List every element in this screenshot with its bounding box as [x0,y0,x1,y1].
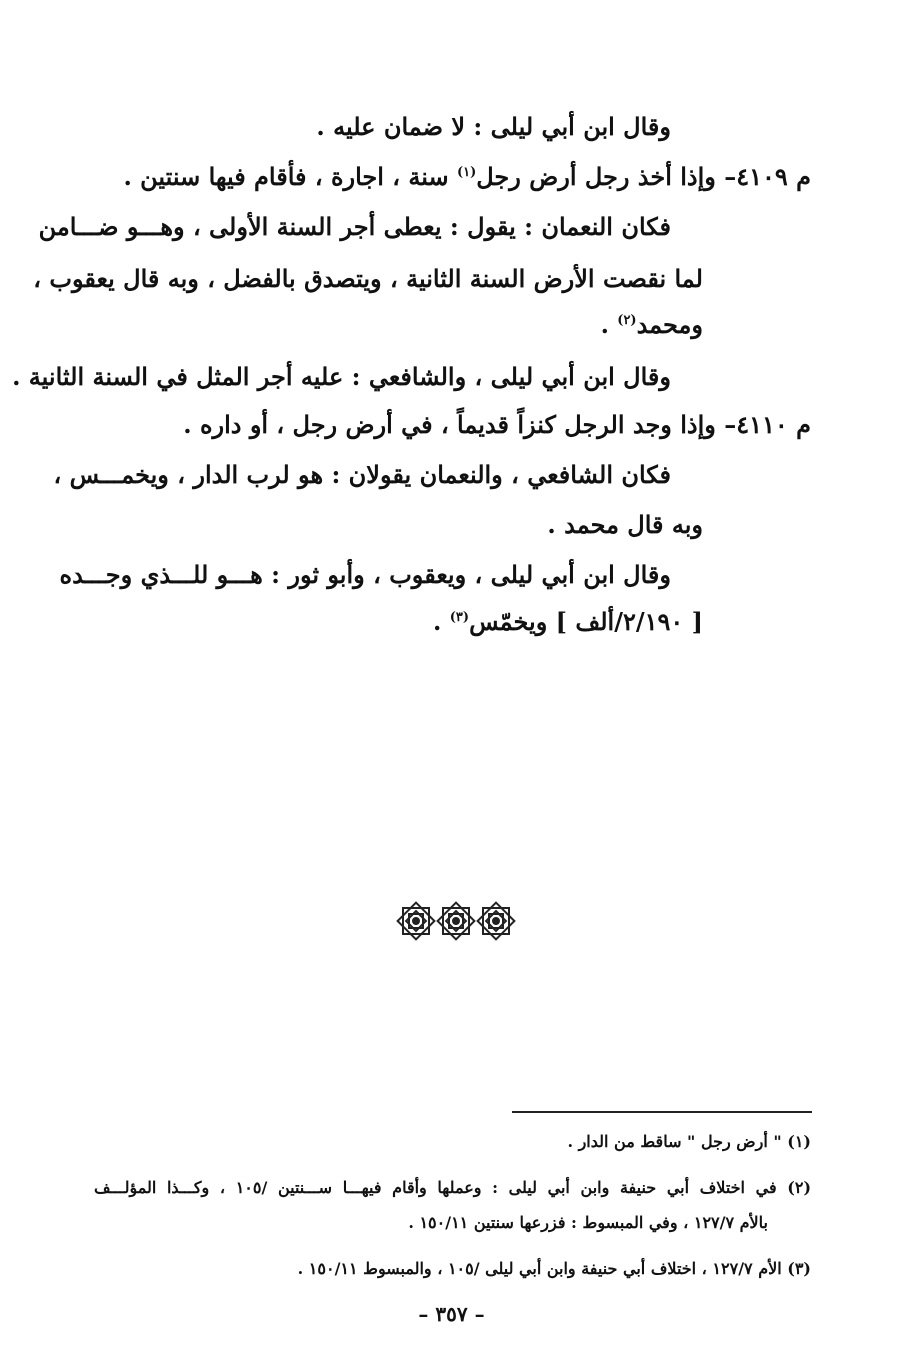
body-line-4: لما نقصت الأرض السنة الثانية ، ويتصدق بالفضل ، وبه قال يعقوب ، [33,264,703,293]
body-line-11-end: . [433,607,450,636]
footnote-ref-1: (١) [456,165,477,180]
body-line-9: وبه قال محمد . [547,510,703,539]
body-line-10: وقال ابن أبي ليلى ، ويعقوب ، وأبو ثور : هـــو للـــذي وجـــده [59,560,671,589]
issue-4110-heading: م ٤١١٠– وإذا وجد الرجل كنزاً قديماً ، في أرض رجل ، أو داره . [183,410,811,439]
footnote-1: (١) " أرض رجل " ساقط من الدار . [567,1132,811,1151]
footnote-3: (٣) الأم ١٢٧/٧ ، اختلاف أبي حنيفة وابن أبي ليلى /١٠٥ ، والمبسوط ١٥٠/١١ . [297,1259,811,1278]
body-line-5-text: ومحمد [636,310,703,339]
body-line-5 [601,308,703,342]
footnote-divider [512,1111,812,1113]
body-line-6: وقال ابن أبي ليلى ، والشافعي : عليه أجر المثل في السنة الثانية . [12,362,671,391]
page-number: – ٣٥٧ – [418,1302,485,1326]
issue-4109-heading [123,160,811,194]
body-line-11-text: [ ٢/١٩٠/ألف ] ويخمّس [469,607,703,636]
footnote-2-line-2: بالأم ١٢٧/٧ ، وفي المبسوط : فزرعها سنتين ١٥٠/١١ . [408,1213,768,1232]
body-line-3: فكان النعمان : يقول : يعطى أجر السنة الأولى ، وهـــو ضـــامن [38,212,671,241]
star-ornament-icon [396,901,516,941]
body-line-11 [433,605,703,639]
footnote-2-line-1: (٢) في اختلاف أبي حنيفة وابن أبي ليلى : وعملها وأقام فيهـــا ســـنتين /١٠٥ ، وكـــذا المؤلـــف [94,1178,812,1197]
issue-4109-text-end: سنة ، اجارة ، فأقام فيها سنتين . [123,162,457,191]
footnote-ref-3: (٣) [449,610,470,625]
body-line-1: وقال ابن أبي ليلى : لا ضمان عليه . [316,112,671,141]
footnote-ref-2: (٢) [617,313,637,328]
body-line-5-end: . [600,310,618,339]
issue-4109-text: م ٤١٠٩– وإذا أخذ رجل أرض رجل [476,162,811,191]
body-line-8: فكان الشافعي ، والنعمان يقولان : هو لرب الدار ، ويخمـــس ، [53,460,671,489]
